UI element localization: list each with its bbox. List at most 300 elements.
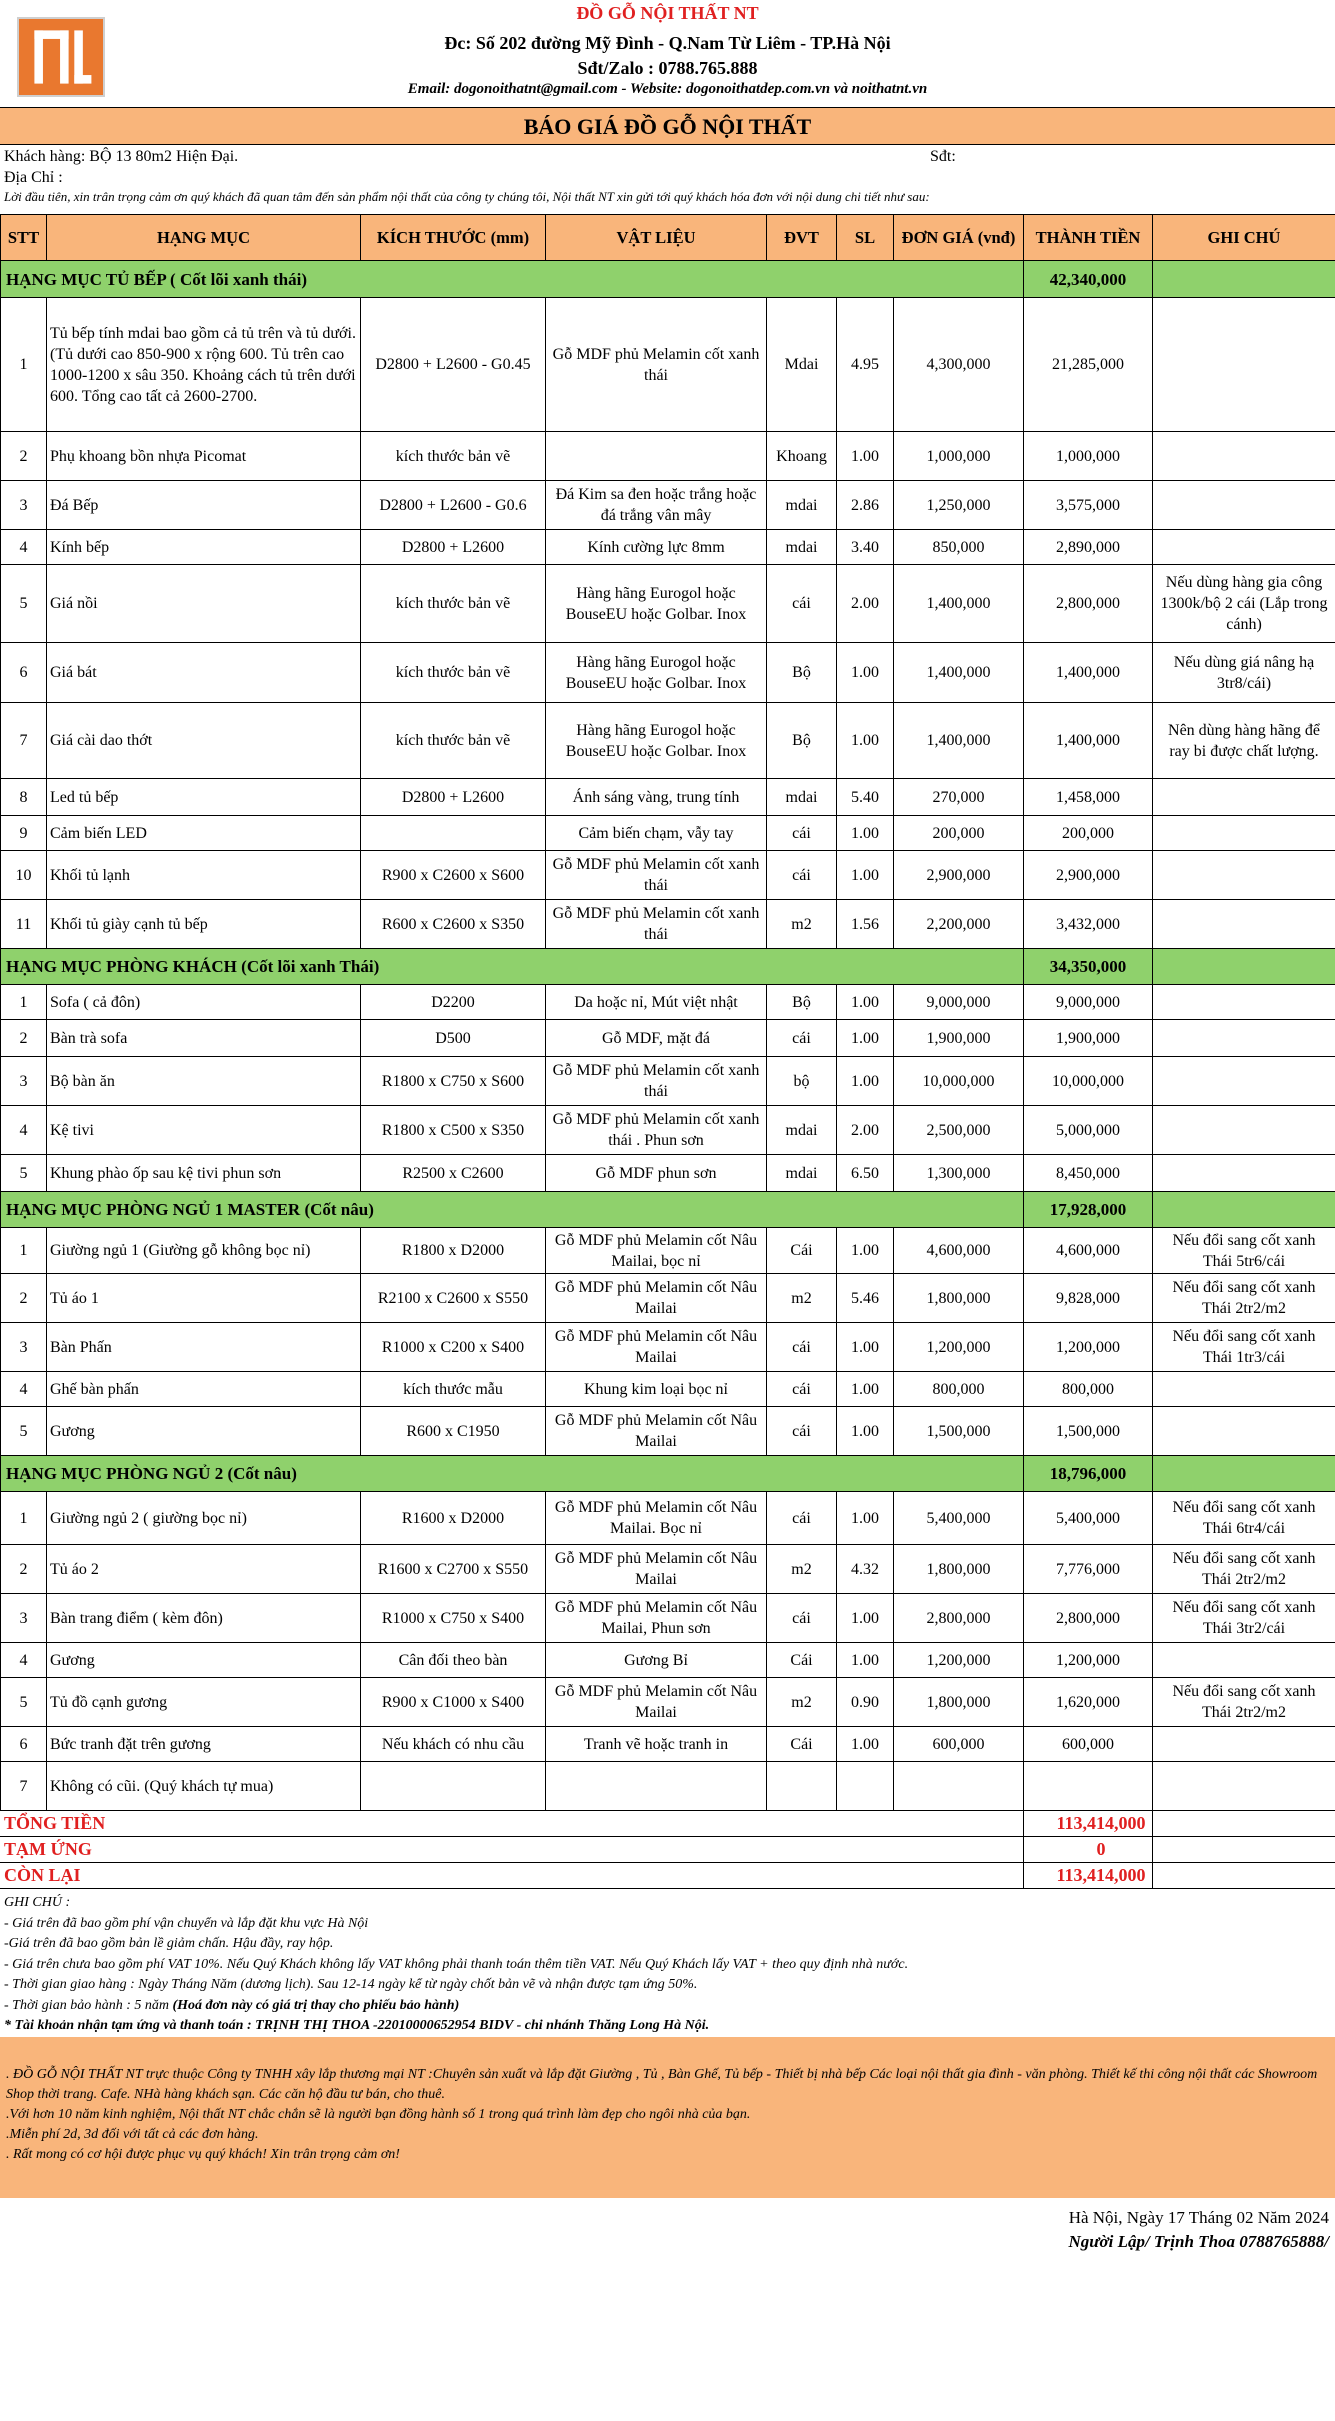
cell-item: Bức tranh đặt trên gương — [47, 1727, 361, 1762]
cell-note: Nếu đổi sang cốt xanh Thái 2tr2/m2 — [1153, 1274, 1335, 1323]
cell-size: kích thước bản vẽ — [361, 643, 546, 703]
cell-unit: m2 — [767, 900, 837, 949]
table-row — [1, 1020, 1335, 1057]
cell-qty: 1.00 — [837, 1492, 894, 1545]
cell-item: Sofa ( cả đôn) — [47, 985, 361, 1020]
table-row — [1, 851, 1335, 900]
table-row — [1, 1228, 1335, 1274]
header-qty: SL — [837, 215, 894, 261]
cell-stt: 5 — [1, 1407, 47, 1456]
cell-unit: cái — [767, 1594, 837, 1643]
cell-qty: 5.46 — [837, 1274, 894, 1323]
cell-note: Nếu đổi sang cốt xanh Thái 1tr3/cái — [1153, 1323, 1335, 1372]
cell-price: 1,200,000 — [894, 1323, 1024, 1372]
cell-size: D2800 + L2600 - G0.6 — [361, 481, 546, 530]
customer-phone: Sđt: — [930, 148, 956, 165]
divider — [1152, 1863, 1153, 1888]
cell-amount: 21,285,000 — [1024, 298, 1153, 432]
cell-price: 1,900,000 — [894, 1020, 1024, 1057]
table-row — [1, 432, 1335, 481]
total-value: 113,414,000 — [1056, 1865, 1146, 1885]
cell-unit: Cái — [767, 1228, 837, 1274]
cell-price: 1,250,000 — [894, 481, 1024, 530]
cell-size: kích thước bản vẽ — [361, 565, 546, 643]
cell-stt: 10 — [1, 851, 47, 900]
cell-item: Bộ bàn ăn — [47, 1057, 361, 1106]
cell-unit: Mdai — [767, 298, 837, 432]
cell-note — [1153, 1762, 1335, 1811]
section-row — [1, 949, 1335, 985]
cell-qty: 5.40 — [837, 779, 894, 816]
cell-qty: 1.00 — [837, 1643, 894, 1678]
table-row — [1, 1545, 1335, 1594]
totals-block — [0, 1811, 1335, 1889]
cell-qty: 4.32 — [837, 1545, 894, 1594]
table-row — [1, 1643, 1335, 1678]
cell-size: R2100 x C2600 x S550 — [361, 1274, 546, 1323]
total-value: 0 — [1096, 1839, 1106, 1859]
cell-amount: 600,000 — [1024, 1727, 1153, 1762]
cell-stt: 1 — [1, 985, 47, 1020]
cell-qty: 1.56 — [837, 900, 894, 949]
cell-material: Gỗ MDF phủ Melamin cốt Nâu Mailai. Bọc nỉ — [546, 1492, 767, 1545]
about-line: .Với hơn 10 năm kinh nghiệm, Nội thất NT chắc chắn sẽ là người bạn đồng hành số 1 trong quá trình làm đẹp cho ngôi nhà của bạn. — [6, 2107, 751, 2122]
total-row — [0, 1863, 1335, 1889]
signature-block — [0, 2208, 1335, 2252]
cell-price — [894, 1762, 1024, 1811]
cell-qty: 1.00 — [837, 1372, 894, 1407]
cell-stt: 2 — [1, 432, 47, 481]
cell-note: Nếu dùng giá nâng hạ 3tr8/cái) — [1153, 643, 1335, 703]
cell-unit: cái — [767, 1323, 837, 1372]
cell-price: 2,900,000 — [894, 851, 1024, 900]
total-label: TẠM ỨNG — [4, 1839, 92, 1859]
cell-qty: 1.00 — [837, 1323, 894, 1372]
cell-stt: 6 — [1, 1727, 47, 1762]
cell-note — [1153, 1057, 1335, 1106]
table-row — [1, 643, 1335, 703]
header-size: KÍCH THƯỚC (mm) — [361, 215, 546, 261]
cell-qty: 2.00 — [837, 1106, 894, 1155]
cell-note: Nếu đổi sang cốt xanh Thái 2tr2/m2 — [1153, 1678, 1335, 1727]
header-note: GHI CHÚ — [1153, 215, 1335, 261]
cell-note: Nếu dùng hàng gia công 1300k/bộ 2 cái (Lắp trong cánh) — [1153, 565, 1335, 643]
total-label: CÒN LẠI — [4, 1865, 81, 1885]
cell-size: R600 x C1950 — [361, 1407, 546, 1456]
cell-qty: 1.00 — [837, 1228, 894, 1274]
cell-amount: 1,500,000 — [1024, 1407, 1153, 1456]
cell-material: Gỗ MDF phủ Melamin cốt xanh thái — [546, 851, 767, 900]
cell-item: Khối tủ giày cạnh tủ bếp — [47, 900, 361, 949]
cell-amount: 800,000 — [1024, 1372, 1153, 1407]
company-address: Đc: Số 202 đường Mỹ Đình - Q.Nam Từ Liêm - TP.Hà Nội — [444, 33, 891, 53]
cell-size: R1000 x C200 x S400 — [361, 1323, 546, 1372]
company-name: ĐỒ GỖ NỘI THẤT NT — [576, 3, 759, 23]
cell-item: Tủ đồ cạnh gương — [47, 1678, 361, 1727]
cell-size: R1800 x D2000 — [361, 1228, 546, 1274]
company-header — [0, 0, 1335, 107]
cell-amount: 9,828,000 — [1024, 1274, 1153, 1323]
cell-stt: 5 — [1, 565, 47, 643]
cell-qty: 1.00 — [837, 816, 894, 851]
cell-stt: 5 — [1, 1155, 47, 1192]
cell-stt: 2 — [1, 1274, 47, 1323]
customer-address: Địa Chỉ : — [4, 169, 63, 186]
quote-table — [0, 214, 1335, 1811]
cell-note — [1153, 1727, 1335, 1762]
cell-stt: 8 — [1, 779, 47, 816]
cell-stt: 9 — [1, 816, 47, 851]
cell-item: Led tủ bếp — [47, 779, 361, 816]
cell-material: Gỗ MDF phủ Melamin cốt Nâu Mailai — [546, 1407, 767, 1456]
table-body — [1, 261, 1335, 1811]
cell-unit: Khoang — [767, 432, 837, 481]
cell-note — [1153, 432, 1335, 481]
cell-unit: m2 — [767, 1545, 837, 1594]
cell-unit: Cái — [767, 1727, 837, 1762]
cell-stt: 4 — [1, 1372, 47, 1407]
cell-price: 800,000 — [894, 1372, 1024, 1407]
bank-note: * Tài khoản nhận tạm ứng và thanh toán : TRỊNH THỊ THOA -22010000652954 BIDV - chi nhánh Thăng Long Hà Nội. — [4, 2018, 710, 2033]
cell-size: R600 x C2600 x S350 — [361, 900, 546, 949]
section-row — [1, 1192, 1335, 1228]
header-item: HẠNG MỤC — [47, 215, 361, 261]
table-row — [1, 1106, 1335, 1155]
cell-item: Khung phào ốp sau kệ tivi phun sơn — [47, 1155, 361, 1192]
cell-price: 1,300,000 — [894, 1155, 1024, 1192]
cell-note: Nên dùng hàng hãng để ray bi được chất lượng. — [1153, 703, 1335, 779]
section-total: 17,928,000 — [1024, 1192, 1153, 1228]
cell-note — [1153, 900, 1335, 949]
cell-price: 10,000,000 — [894, 1057, 1024, 1106]
section-title: HẠNG MỤC PHÒNG NGỦ 2 (Cốt nâu) — [1, 1456, 1024, 1492]
cell-amount: 1,200,000 — [1024, 1643, 1153, 1678]
customer-line — [0, 145, 1335, 169]
cell-material: Gỗ MDF phủ Melamin cốt Nâu Mailai — [546, 1678, 767, 1727]
cell-item: Giá nồi — [47, 565, 361, 643]
cell-price: 1,000,000 — [894, 432, 1024, 481]
cell-amount: 8,450,000 — [1024, 1155, 1153, 1192]
cell-unit: cái — [767, 1492, 837, 1545]
table-row — [1, 816, 1335, 851]
cell-qty: 1.00 — [837, 1727, 894, 1762]
cell-material: Gỗ MDF phủ Melamin cốt Nâu Mailai — [546, 1545, 767, 1594]
cell-size: D2800 + L2600 - G0.45 — [361, 298, 546, 432]
cell-size: kích thước mẫu — [361, 1372, 546, 1407]
cell-amount: 200,000 — [1024, 816, 1153, 851]
cell-qty: 4.95 — [837, 298, 894, 432]
cell-amount: 1,400,000 — [1024, 643, 1153, 703]
cell-material: Gương Bỉ — [546, 1643, 767, 1678]
cell-material: Gỗ MDF, mặt đá — [546, 1020, 767, 1057]
cell-amount — [1024, 1762, 1153, 1811]
cell-material: Ánh sáng vàng, trung tính — [546, 779, 767, 816]
cell-qty: 1.00 — [837, 1407, 894, 1456]
cell-qty: 6.50 — [837, 1155, 894, 1192]
cell-size: R1600 x D2000 — [361, 1492, 546, 1545]
cell-size: D2200 — [361, 985, 546, 1020]
cell-material: Gỗ MDF phủ Melamin cốt Nâu Mailai, bọc nỉ — [546, 1228, 767, 1274]
cell-amount: 4,600,000 — [1024, 1228, 1153, 1274]
cell-stt: 4 — [1, 530, 47, 565]
header-amount: THÀNH TIỀN — [1024, 215, 1153, 261]
cell-size: R1600 x C2700 x S550 — [361, 1545, 546, 1594]
cell-price: 850,000 — [894, 530, 1024, 565]
cell-amount: 7,776,000 — [1024, 1545, 1153, 1594]
table-row — [1, 779, 1335, 816]
cell-item: Giá cài dao thớt — [47, 703, 361, 779]
table-row — [1, 1678, 1335, 1727]
cell-note: Nếu đổi sang cốt xanh Thái 2tr2/m2 — [1153, 1545, 1335, 1594]
about-line: . ĐỒ GỖ NỘI THẤT NT trực thuộc Công ty TNHH xây lắp thương mại NT :Chuyên sản xuất và lắp đặt Giường , Tủ , Bàn Ghế, Tủ bếp - Thiết bị nhà bếp Các loại nội thất gia đình - văn phòng. Thiết kế thi công nội thất các Showroom Shop thời trang. Cafe. NHà hàng khách sạn. Các căn hộ đầu tư bán, cho thuê. — [6, 2067, 1318, 2102]
table-row — [1, 1372, 1335, 1407]
cell-size: D2800 + L2600 — [361, 779, 546, 816]
cell-amount: 3,432,000 — [1024, 900, 1153, 949]
table-row — [1, 900, 1335, 949]
cell-material: Hàng hãng Eurogol hoặc BouseEU hoặc Golbar. Inox — [546, 565, 767, 643]
cell-item: Kệ tivi — [47, 1106, 361, 1155]
intro-text: Lời đầu tiên, xin trân trọng cảm ơn quý khách đã quan tâm đến sản phẩm nội thất của công ty chúng tôi, Nội thất NT xin gửi tới quý khách hóa đơn với nội dung chi tiết như sau: — [4, 189, 930, 204]
section-total: 34,350,000 — [1024, 949, 1153, 985]
table-row — [1, 1727, 1335, 1762]
cell-note: Nếu đổi sang cốt xanh Thái 6tr4/cái — [1153, 1492, 1335, 1545]
cell-item: Ghế bàn phấn — [47, 1372, 361, 1407]
cell-qty: 1.00 — [837, 703, 894, 779]
cell-size: R1000 x C750 x S400 — [361, 1594, 546, 1643]
note-line — [4, 1996, 1331, 2017]
cell-note — [1153, 1372, 1335, 1407]
cell-item: Bàn Phấn — [47, 1323, 361, 1372]
cell-price: 1,400,000 — [894, 703, 1024, 779]
quote-date: Hà Nội, Ngày 17 Tháng 02 Năm 2024 — [1068, 2208, 1329, 2227]
cell-unit: cái — [767, 1407, 837, 1456]
cell-amount: 1,620,000 — [1024, 1678, 1153, 1727]
cell-material: Gỗ MDF phủ Melamin cốt Nâu Mailai, Phun sơn — [546, 1594, 767, 1643]
cell-item: Khối tủ lạnh — [47, 851, 361, 900]
company-phone: Sđt/Zalo : 0788.765.888 — [577, 58, 758, 78]
cell-price: 1,200,000 — [894, 1643, 1024, 1678]
cell-material: Đá Kim sa đen hoặc trắng hoặc đá trắng vân mây — [546, 481, 767, 530]
about-line: .Miễn phí 2d, 3d đối với tất cả các đơn hàng. — [6, 2127, 259, 2142]
cell-price: 1,800,000 — [894, 1678, 1024, 1727]
cell-size: kích thước bản vẽ — [361, 703, 546, 779]
cell-item: Kính bếp — [47, 530, 361, 565]
cell-price: 1,800,000 — [894, 1545, 1024, 1594]
cell-material: Gỗ MDF phủ Melamin cốt xanh thái . Phun sơn — [546, 1106, 767, 1155]
cell-price: 200,000 — [894, 816, 1024, 851]
section-title: HẠNG MỤC PHÒNG KHÁCH (Cốt lõi xanh Thái) — [1, 949, 1024, 985]
cell-price: 1,400,000 — [894, 643, 1024, 703]
cell-stt: 11 — [1, 900, 47, 949]
cell-size: R1800 x C500 x S350 — [361, 1106, 546, 1155]
cell-item: Giường ngủ 2 ( giường bọc nỉ) — [47, 1492, 361, 1545]
cell-note — [1153, 530, 1335, 565]
cell-amount: 1,900,000 — [1024, 1020, 1153, 1057]
divider — [1152, 1837, 1153, 1862]
cell-stt: 1 — [1, 1228, 47, 1274]
section-total: 18,796,000 — [1024, 1456, 1153, 1492]
table-header-row — [1, 215, 1335, 261]
cell-size: R2500 x C2600 — [361, 1155, 546, 1192]
cell-note — [1153, 1020, 1335, 1057]
cell-item: Đá Bếp — [47, 481, 361, 530]
cell-unit: cái — [767, 1020, 837, 1057]
cell-note — [1153, 298, 1335, 432]
cell-item: Tủ áo 1 — [47, 1274, 361, 1323]
cell-amount: 9,000,000 — [1024, 985, 1153, 1020]
section-empty — [1153, 949, 1335, 985]
quote-title: BÁO GIÁ ĐỒ GỖ NỘI THẤT — [0, 107, 1335, 145]
section-row — [1, 1456, 1335, 1492]
table-row — [1, 1407, 1335, 1456]
cell-item: Bàn trà sofa — [47, 1020, 361, 1057]
cell-qty: 1.00 — [837, 985, 894, 1020]
cell-item: Gương — [47, 1407, 361, 1456]
cell-material — [546, 1762, 767, 1811]
cell-note — [1153, 1407, 1335, 1456]
cell-unit: Bộ — [767, 985, 837, 1020]
table-row — [1, 298, 1335, 432]
cell-item: Không có cũi. (Quý khách tự mua) — [47, 1762, 361, 1811]
table-row — [1, 1155, 1335, 1192]
cell-stt: 2 — [1, 1545, 47, 1594]
cell-note — [1153, 481, 1335, 530]
cell-size: R1800 x C750 x S600 — [361, 1057, 546, 1106]
cell-size: D500 — [361, 1020, 546, 1057]
table-row — [1, 565, 1335, 643]
cell-unit: Cái — [767, 1643, 837, 1678]
cell-material — [546, 432, 767, 481]
cell-unit — [767, 1762, 837, 1811]
cell-price: 600,000 — [894, 1727, 1024, 1762]
cell-amount: 2,800,000 — [1024, 565, 1153, 643]
cell-stt: 4 — [1, 1106, 47, 1155]
cell-unit: Bộ — [767, 643, 837, 703]
cell-material: Cảm biến chạm, vẫy tay — [546, 816, 767, 851]
section-empty — [1153, 1456, 1335, 1492]
section-empty — [1153, 261, 1335, 298]
cell-material: Gỗ MDF phủ Melamin cốt xanh thái — [546, 298, 767, 432]
cell-qty — [837, 1762, 894, 1811]
cell-stt: 6 — [1, 643, 47, 703]
cell-unit: Bộ — [767, 703, 837, 779]
cell-stt: 7 — [1, 703, 47, 779]
cell-qty: 2.00 — [837, 565, 894, 643]
cell-note — [1153, 816, 1335, 851]
header-price: ĐƠN GIÁ (vnđ) — [894, 215, 1024, 261]
section-total: 42,340,000 — [1024, 261, 1153, 298]
cell-price: 2,200,000 — [894, 900, 1024, 949]
cell-qty: 2.86 — [837, 481, 894, 530]
cell-note — [1153, 779, 1335, 816]
notes-title: GHI CHÚ : — [4, 1895, 71, 1910]
cell-item: Tủ bếp tính mdai bao gồm cả tủ trên và tủ dưới. (Tủ dưới cao 850-900 x rộng 600. Tủ trên cao 1000-1200 x sâu 350. Khoảng cách tủ trên dưới 600. Tổng cao tất cả 2600-2700. — [47, 298, 361, 432]
note-line: - Thời gian giao hàng : Ngày Tháng Năm (dương lịch). Sau 12-14 ngày kể từ ngày chốt bản vẽ và nhận được tạm ứng 50%. — [4, 1977, 698, 1992]
cell-amount: 10,000,000 — [1024, 1057, 1153, 1106]
divider — [1023, 1837, 1024, 1862]
table-row — [1, 985, 1335, 1020]
cell-material: Tranh vẽ hoặc tranh in — [546, 1727, 767, 1762]
cell-size — [361, 1762, 546, 1811]
cell-stt: 5 — [1, 1678, 47, 1727]
cell-price: 1,800,000 — [894, 1274, 1024, 1323]
section-empty — [1153, 1192, 1335, 1228]
total-label: TỔNG TIỀN — [4, 1813, 106, 1833]
cell-unit: mdai — [767, 1106, 837, 1155]
section-title: HẠNG MỤC PHÒNG NGỦ 1 MASTER (Cốt nâu) — [1, 1192, 1024, 1228]
cell-stt: 3 — [1, 1594, 47, 1643]
cell-stt: 4 — [1, 1643, 47, 1678]
cell-material: Hàng hãng Eurogol hoặc BouseEU hoặc Golbar. Inox — [546, 703, 767, 779]
cell-material: Khung kim loại bọc nỉ — [546, 1372, 767, 1407]
cell-amount: 3,575,000 — [1024, 481, 1153, 530]
note-line: -Giá trên đã bao gồm bản lề giảm chấn. Hậu đầy, ray hộp. — [4, 1936, 334, 1951]
cell-unit: mdai — [767, 779, 837, 816]
divider — [1023, 1811, 1024, 1836]
cell-note — [1153, 1643, 1335, 1678]
cell-item: Bàn trang điểm ( kèm đôn) — [47, 1594, 361, 1643]
cell-amount: 1,200,000 — [1024, 1323, 1153, 1372]
divider — [1023, 1863, 1024, 1888]
notes-block — [0, 1889, 1335, 2037]
cell-size: R900 x C1000 x S400 — [361, 1678, 546, 1727]
cell-note: Nếu đổi sang cốt xanh Thái 3tr2/cái — [1153, 1594, 1335, 1643]
cell-unit: cái — [767, 851, 837, 900]
cell-price: 9,000,000 — [894, 985, 1024, 1020]
cell-size: R900 x C2600 x S600 — [361, 851, 546, 900]
table-row — [1, 1492, 1335, 1545]
cell-price: 5,400,000 — [894, 1492, 1024, 1545]
table-row — [1, 1594, 1335, 1643]
cell-unit: mdai — [767, 481, 837, 530]
cell-price: 1,500,000 — [894, 1407, 1024, 1456]
about-line: . Rất mong có cơ hội được phục vụ quý khách! Xin trân trọng cảm ơn! — [6, 2147, 400, 2162]
cell-amount: 2,890,000 — [1024, 530, 1153, 565]
warranty-term: - Thời gian bảo hành : 5 năm — [4, 1997, 169, 2013]
table-row — [1, 481, 1335, 530]
cell-item: Giá bát — [47, 643, 361, 703]
table-row — [1, 703, 1335, 779]
header-material: VẬT LIỆU — [546, 215, 767, 261]
cell-item: Gương — [47, 1643, 361, 1678]
cell-stt: 3 — [1, 481, 47, 530]
cell-material: Gỗ MDF phun sơn — [546, 1155, 767, 1192]
cell-qty: 3.40 — [837, 530, 894, 565]
table-row — [1, 1762, 1335, 1811]
cell-amount: 5,400,000 — [1024, 1492, 1153, 1545]
cell-stt: 2 — [1, 1020, 47, 1057]
cell-price: 1,400,000 — [894, 565, 1024, 643]
cell-qty: 1.00 — [837, 432, 894, 481]
cell-stt: 7 — [1, 1762, 47, 1811]
cell-note — [1153, 1155, 1335, 1192]
cell-amount: 2,900,000 — [1024, 851, 1153, 900]
cell-qty: 0.90 — [837, 1678, 894, 1727]
cell-qty: 1.00 — [837, 1594, 894, 1643]
cell-material: Gỗ MDF phủ Melamin cốt Nâu Mailai — [546, 1274, 767, 1323]
cell-qty: 1.00 — [837, 1057, 894, 1106]
cell-unit: mdai — [767, 530, 837, 565]
cell-stt: 3 — [1, 1057, 47, 1106]
cell-price: 2,500,000 — [894, 1106, 1024, 1155]
table-row — [1, 1274, 1335, 1323]
company-contact: Email: dogonoithatnt@gmail.com - Website: dogonoithatdep.com.vn và noithatnt.vn — [407, 81, 928, 97]
cell-note — [1153, 985, 1335, 1020]
divider — [1152, 1811, 1153, 1836]
cell-unit: mdai — [767, 1155, 837, 1192]
cell-qty: 1.00 — [837, 1020, 894, 1057]
cell-material: Kính cường lực 8mm — [546, 530, 767, 565]
